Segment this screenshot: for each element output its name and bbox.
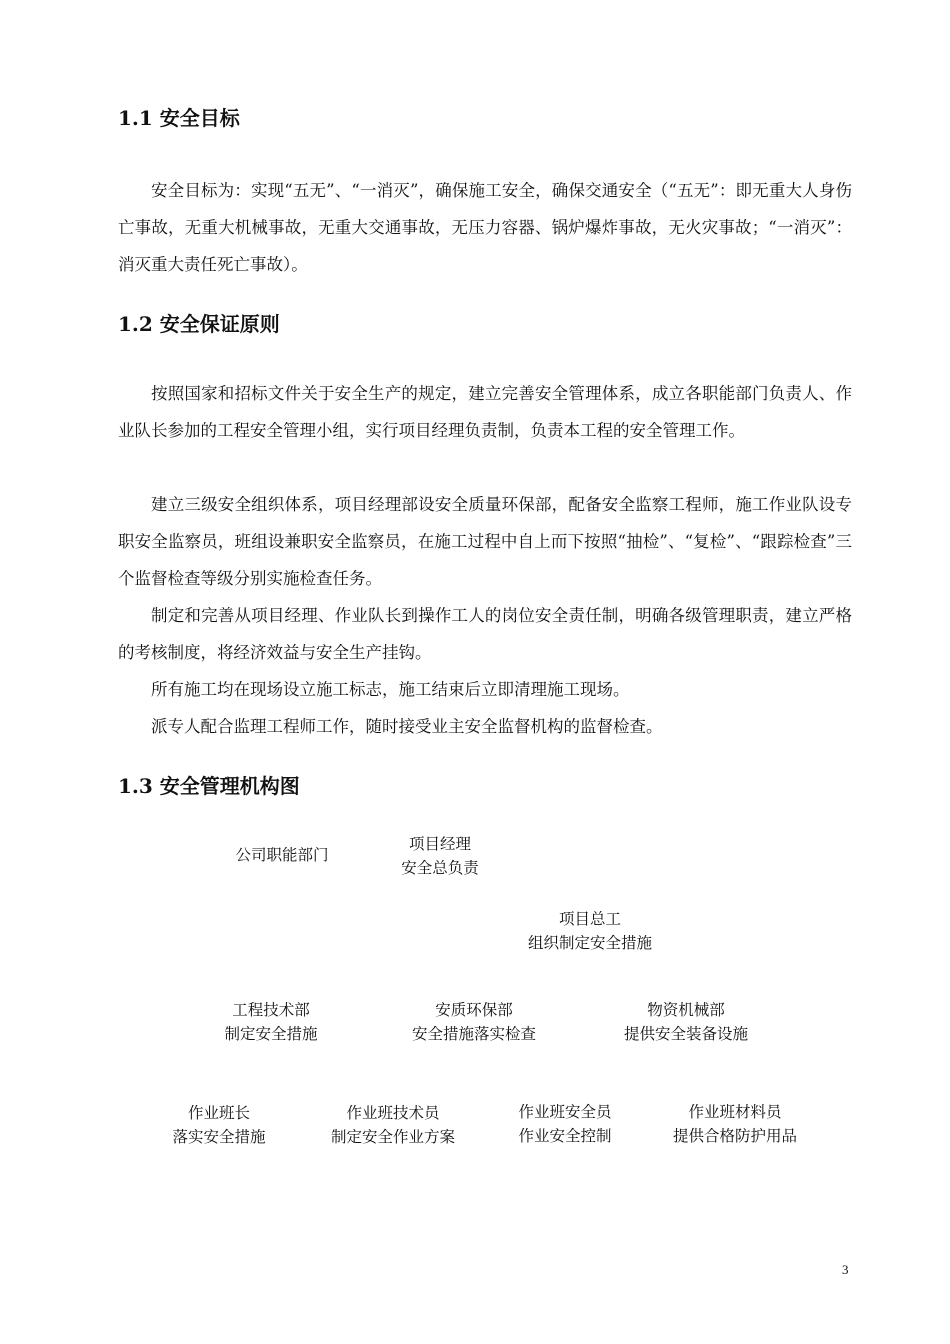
section-heading-1-1: 1.1 安全目标 (118, 106, 240, 130)
paragraph-principle-5: 派专人配合监理工程师工作，随时接受业主安全监督机构的监督检查。 (151, 717, 663, 736)
org-node-duty: 安全总负责 (401, 859, 479, 877)
org-node-safety-dept (412, 998, 536, 1046)
paragraph-principle-3: 制定和完善从项目经理、作业队长到操作工人的岗位安全责任制，明确各级管理职责，建立严格的考核制度，将经济效益与安全生产挂钩。 (118, 606, 852, 662)
paragraph-principle-2: 建立三级安全组织体系，项目经理部设安全质量环保部，配备安全监察工程师，施工作业队设专职安全监察员，班组设兼职安全监察员，在施工过程中自上而下按照“抽检”、“复检”、“跟踪检查”三个监督检查等级分别实施检查任务。 (118, 495, 852, 588)
org-node-title: 作业班技术员 (346, 1104, 440, 1122)
org-node-duty: 提供安全装备设施 (623, 1025, 749, 1043)
org-node-company-dept (235, 843, 328, 867)
org-node-team-leader (172, 1101, 265, 1149)
org-node-team-technician (331, 1101, 455, 1149)
org-node-title: 项目总工 (558, 910, 622, 928)
paragraph-principle-1: 按照国家和招标文件关于安全生产的规定，建立完善安全管理体系，成立各职能部门负责人、作业队长参加的工程安全管理小组，实行项目经理负责制，负责本工程的安全管理工作。 (118, 384, 852, 440)
org-node-title: 公司职能部门 (235, 846, 329, 864)
org-node-chief-engineer (528, 907, 652, 955)
org-node-engineering-dept (224, 998, 317, 1046)
org-node-team-safety-officer (518, 1100, 611, 1148)
section-heading-1-2: 1.2 安全保证原则 (118, 312, 280, 336)
org-node-title: 项目经理 (408, 835, 472, 853)
org-node-duty: 组织制定安全措施 (527, 934, 653, 952)
org-node-title: 作业班材料员 (688, 1103, 782, 1121)
org-node-duty: 安全措施落实检查 (411, 1025, 537, 1043)
paragraph-safety-goal: 安全目标为：实现“五无”、“一消灭”，确保施工安全，确保交通安全（“五无”：即无重大人身伤亡事故，无重大机械事故，无重大交通事故，无压力容器、锅炉爆炸事故，无火灾事故；“一消灭”：消灭重大责任死亡事故）。 (118, 181, 852, 274)
org-node-duty: 落实安全措施 (172, 1128, 266, 1146)
org-node-team-material-officer (673, 1100, 797, 1148)
org-node-title: 物资机械部 (647, 1001, 725, 1019)
org-node-duty: 制定安全措施 (224, 1025, 318, 1043)
org-node-duty: 提供合格防护用品 (672, 1127, 798, 1145)
org-node-materials-dept (624, 998, 748, 1046)
org-node-title: 安质环保部 (435, 1001, 513, 1019)
org-node-title: 作业班安全员 (518, 1103, 612, 1121)
page-number: 3 (842, 1262, 849, 1277)
paragraph-principle-4: 所有施工均在现场设立施工标志，施工结束后立即清理施工现场。 (151, 680, 630, 699)
org-node-project-manager (401, 832, 479, 880)
org-node-duty: 作业安全控制 (518, 1127, 612, 1145)
org-node-title: 作业班长 (187, 1104, 251, 1122)
section-heading-1-3: 1.3 安全管理机构图 (118, 774, 300, 798)
org-node-title: 工程技术部 (232, 1001, 310, 1019)
org-node-duty: 制定安全作业方案 (330, 1128, 456, 1146)
